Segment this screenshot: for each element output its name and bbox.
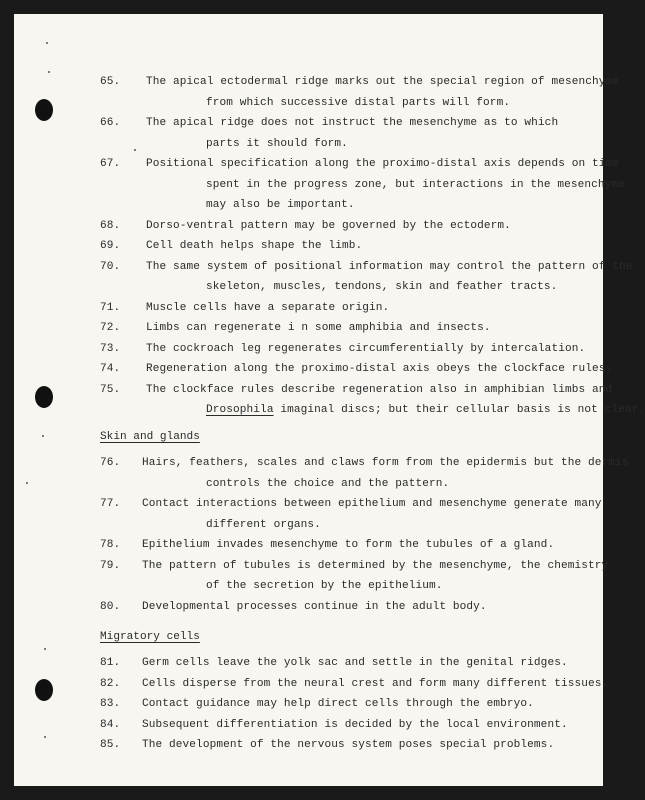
item-text-line: Cells disperse from the neural crest and form many different tissues. [142, 677, 609, 690]
section-heading: Migratory cells [100, 631, 200, 643]
speck [44, 648, 46, 650]
item-text-line: skeleton, muscles, tendons, skin and feather tracts. [206, 281, 558, 293]
speck [134, 149, 136, 151]
item-text-line: Epithelium invades mesenchyme to form the tubules of a gland. [142, 539, 555, 551]
item-number: 76. [100, 457, 121, 469]
item-text-line: parts it should form. [206, 137, 348, 150]
item-number: 67. [100, 158, 121, 170]
item-text-line: Regeneration along the proximo-distal axis obeys the clockface rules. [146, 363, 613, 375]
section-heading: Skin and glands [100, 431, 200, 443]
document-page [14, 14, 645, 786]
item-text-line: Limbs can regenerate i n some amphibia and insects. [146, 322, 491, 334]
item-text-line: from which successive distal parts will form. [206, 96, 511, 109]
item-text-line: Dorso-ventral pattern may be governed by the ectoderm. [146, 219, 511, 232]
item-text-line: Contact guidance may help direct cells through the embryo. [142, 698, 534, 710]
item-text-line: spent in the progress zone, but interactions in the mesenchyme [206, 178, 625, 191]
item-number: 71. [100, 301, 121, 314]
item-text-line: Developmental processes continue in the adult body. [142, 600, 487, 613]
item-number: 85. [100, 739, 121, 751]
item-number: 75. [100, 383, 121, 396]
item-text-line: Cell death helps shape the limb. [146, 240, 363, 252]
item-number: 73. [100, 342, 121, 355]
item-text-line: different organs. [206, 518, 321, 531]
item-text-line: Germ cells leave the yolk sac and settle in the genital ridges. [142, 657, 568, 669]
item-number: 83. [100, 698, 121, 710]
speck [42, 435, 44, 437]
punch-hole [35, 386, 53, 408]
item-text-line: Subsequent differentiation is decided by the local environment. [142, 718, 568, 731]
item-text-line: The pattern of tubules is determined by the mesenchyme, the chemistry [142, 559, 609, 572]
item-number: 84. [100, 718, 121, 731]
item-number: 74. [100, 363, 121, 375]
item-text-line: The cockroach leg regenerates circumferentially by intercalation. [146, 342, 586, 355]
item-number: 79. [100, 559, 121, 572]
underlined-term: Drosophila [206, 404, 274, 416]
item-number: 82. [100, 677, 121, 690]
item-number: 68. [100, 219, 121, 232]
punch-hole [35, 99, 53, 121]
item-text-line [206, 400, 645, 421]
item-text-line: Hairs, feathers, scales and claws form from the epidermis but the dermis [142, 457, 629, 469]
item-number: 69. [100, 240, 121, 252]
speck [48, 71, 50, 73]
item-number: 65. [100, 76, 121, 88]
item-text-line: The clockface rules describe regeneration also in amphibian limbs and [146, 383, 613, 396]
item-text-line: Positional specification along the proximo-distal axis depends on time [146, 158, 620, 170]
speck [26, 482, 28, 484]
item-text-line: The apical ridge does not instruct the mesenchyme as to which [146, 117, 559, 129]
item-number: 77. [100, 498, 121, 510]
item-number: 80. [100, 600, 121, 613]
item-number: 78. [100, 539, 121, 551]
item-text-line: Contact interactions between epithelium and mesenchyme generate many [142, 498, 602, 510]
item-number: 81. [100, 657, 121, 669]
item-text-line: controls the choice and the pattern. [206, 477, 450, 490]
item-number: 72. [100, 322, 121, 334]
item-text-rest: imaginal discs; but their cellular basis is not clear. [273, 404, 645, 416]
item-text-line: The apical ectodermal ridge marks out the special region of mesenchyme [146, 76, 620, 88]
speck [44, 736, 46, 738]
item-number: 70. [100, 260, 121, 273]
speck [46, 42, 48, 44]
item-number: 66. [100, 117, 121, 129]
item-text-line: Muscle cells have a separate origin. [146, 301, 390, 314]
item-text-line: may also be important. [206, 199, 355, 211]
item-text-line: The same system of positional information may control the pattern of the [146, 260, 633, 273]
item-text-line: The development of the nervous system poses special problems. [142, 739, 555, 751]
punch-hole [35, 679, 53, 701]
item-text-line: of the secretion by the epithelium. [206, 580, 443, 592]
